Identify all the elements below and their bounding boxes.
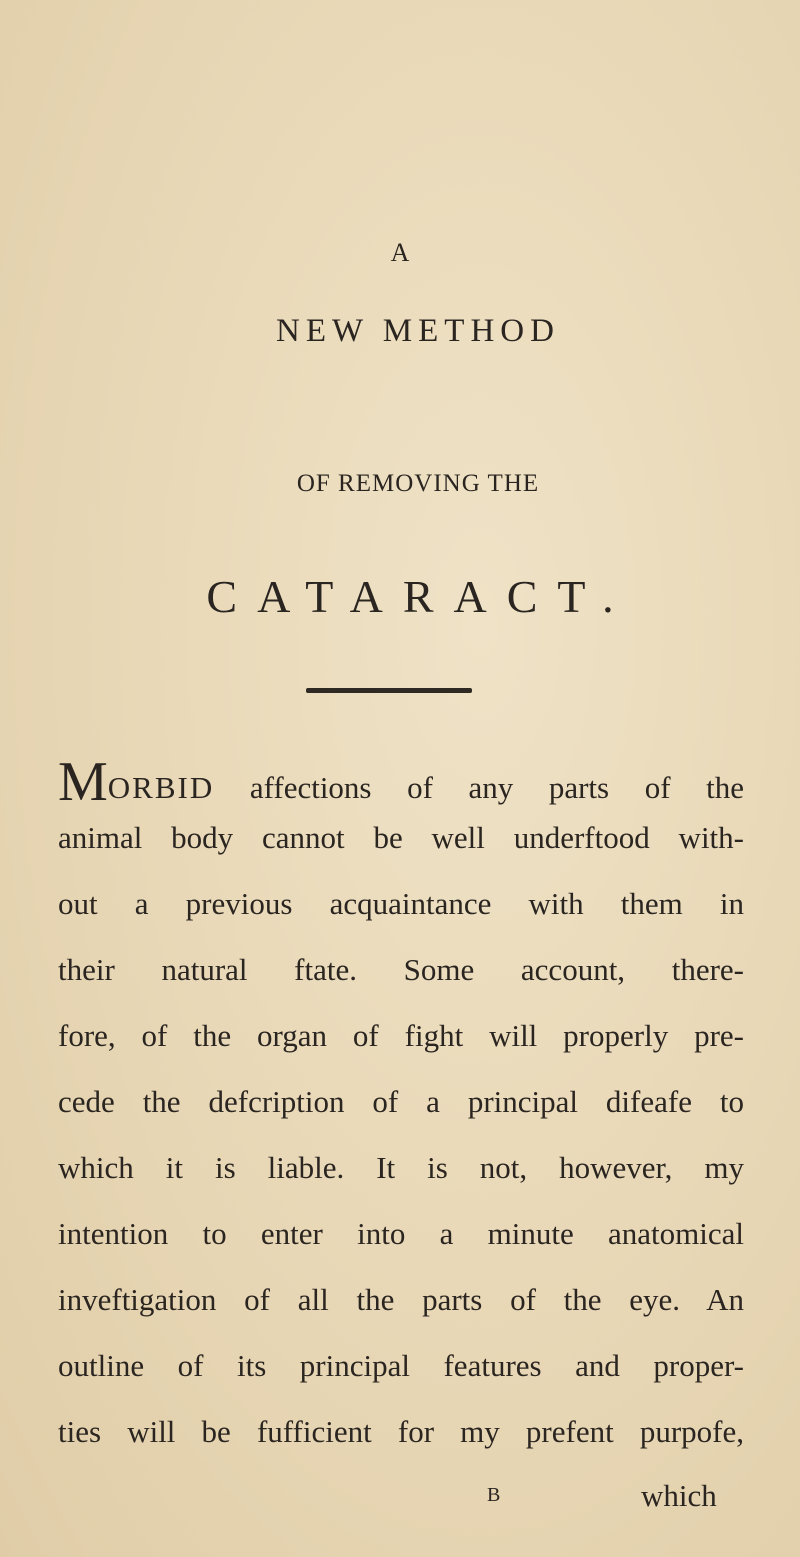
body-line-7: which it is liable. It is not, however, my	[58, 1150, 744, 1185]
first-word-rest: ORBID	[107, 770, 215, 805]
body-line-text: affections of any parts of the	[249, 770, 744, 805]
title-article: A	[390, 238, 410, 267]
title-sub: OF REMOVING THE	[296, 470, 540, 497]
body-line-3: out a previous acquaintance with them in	[58, 886, 744, 921]
title-subject: CATARACT.	[206, 571, 634, 622]
signature-mark: B	[487, 1484, 501, 1506]
body-line-6: cede the defcription of a principal difeafe to	[58, 1084, 744, 1119]
body-line-9: inveftigation of all the parts of the eye. An	[58, 1282, 744, 1317]
body-line-1	[58, 751, 744, 813]
body-line-5: fore, of the organ of fight will properly pre-	[58, 1018, 744, 1053]
body-line-11: ties will be fufficient for my prefent purpofe,	[58, 1414, 744, 1449]
title-rule	[306, 688, 472, 693]
catchword: which	[641, 1478, 717, 1513]
title-main: NEW METHOD	[276, 313, 560, 349]
body-line-10: outline of its principal features and proper-	[58, 1348, 744, 1383]
body-line-4: their natural ftate. Some account, there-	[58, 952, 744, 987]
body-line-8: intention to enter into a minute anatomical	[58, 1216, 744, 1251]
drop-cap: M	[58, 751, 108, 813]
body-line-2: animal body cannot be well underftood with-	[58, 820, 744, 855]
